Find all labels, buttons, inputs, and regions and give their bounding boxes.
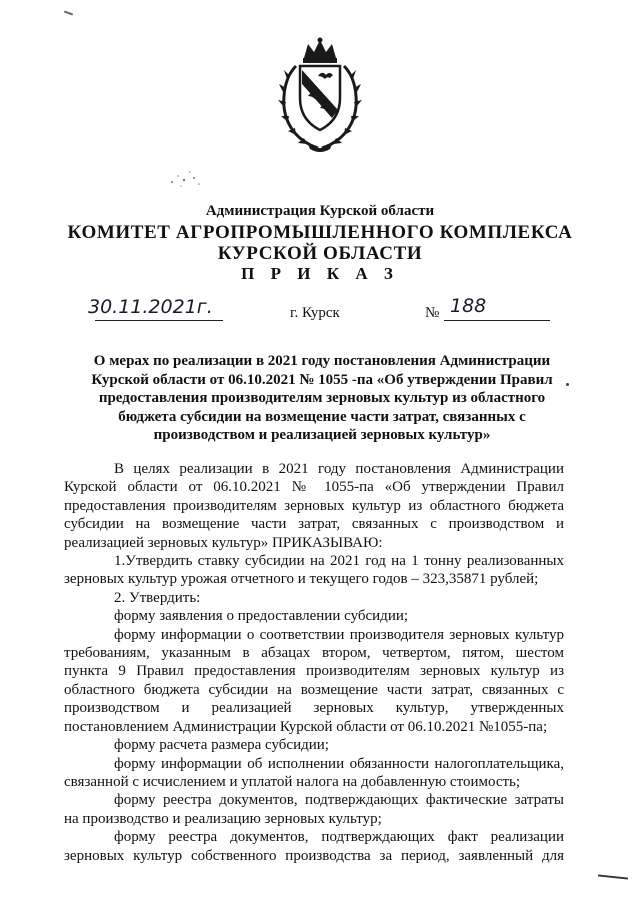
body-line: постановлением Администрации Курской области от 06.10.2021 №1055-па; (64, 718, 548, 735)
body-line: форму реестра документов, подтверждающих фактические затраты (114, 792, 564, 809)
committee-name-line2: КУРСКОЙ ОБЛАСТИ (217, 243, 423, 264)
order-number: 188 (450, 295, 487, 317)
body-line: субсидии на возмещение части затрат, связанных с производством и (64, 516, 564, 533)
title-line: бюджета субсидии на возмещение части затрат, связанных с (118, 408, 526, 425)
date-underline (95, 320, 223, 321)
committee-name-line1: КОМИТЕТ АГРОПРОМЫШЛЕННОГО КОМПЛЕКСА (67, 222, 573, 243)
administration-name: Администрация Курской области (205, 203, 435, 219)
body-line: областного бюджета субсидии на возмещение части затрат, связанных с (64, 681, 564, 698)
body-line: реализацией зерновых культур» ПРИКАЗЫВАЮ: (64, 534, 383, 551)
scan-mark (598, 874, 628, 879)
number-underline (444, 320, 550, 321)
title-line: производством и реализацией зерновых культур» (153, 427, 491, 444)
body-line: пункта 9 Правил предоставления производителям зерновых культур из (64, 663, 564, 680)
document-type: П Р И К А З (241, 264, 399, 283)
body-line: 1.Утвердить ставку субсидии на 2021 год на 1 тонну реализованных (114, 553, 564, 570)
order-body (64, 460, 564, 865)
body-line: связанной с исчислением и уплатой налога на добавленную стоимость; (64, 773, 521, 790)
body-line: зерновых культур собственного производства за период, заявленный для (64, 847, 564, 864)
body-line: требованиям, указанным в абзацах втором, четвертом, пятом, шестом (64, 645, 564, 662)
city: г. Курск (290, 305, 340, 321)
order-title (76, 352, 568, 445)
title-line: Курской области от 06.10.2021 № 1055 -па «Об утверждении Правил (91, 371, 553, 388)
body-line: производством и реализацией зерновых культур, утвержденных (64, 700, 564, 717)
body-line: предоставления производителям зерновых культур из областного бюджета (64, 497, 564, 514)
title-line: О мерах по реализации в 2021 году постановления Администрации (93, 353, 551, 369)
order-date: 30.11.2021г. (88, 296, 213, 318)
scan-specks (166, 162, 206, 192)
body-line: 2. Утвердить: (114, 589, 201, 606)
title-line: предоставления производителям зерновых культур из областного (98, 390, 546, 407)
body-line: форму расчета размера субсидии; (114, 737, 329, 754)
body-line: зерновых культур урожая отчетного и текущего годов – 323,35871 рублей; (64, 571, 539, 588)
body-line: на производство и реализацию зерновых культур; (64, 810, 382, 827)
number-sign: № (425, 305, 440, 321)
body-line: форму реестра документов, подтверждающих факт реализации (114, 829, 564, 846)
body-line: Курской области от 06.10.2021 № 1055-па «Об утверждении Правил (64, 479, 564, 496)
body-line: форму информации о соответствии производителя зерновых культур (114, 626, 564, 643)
scan-mark (64, 11, 73, 16)
body-line: В целях реализации в 2021 году постановления Администрации (114, 461, 564, 477)
body-line: форму заявления о предоставлении субсидии; (114, 608, 409, 625)
body-line: форму информации об исполнении обязанности налогоплательщика, (114, 755, 564, 772)
coat-of-arms-icon (274, 36, 366, 154)
scan-dot (566, 383, 569, 386)
